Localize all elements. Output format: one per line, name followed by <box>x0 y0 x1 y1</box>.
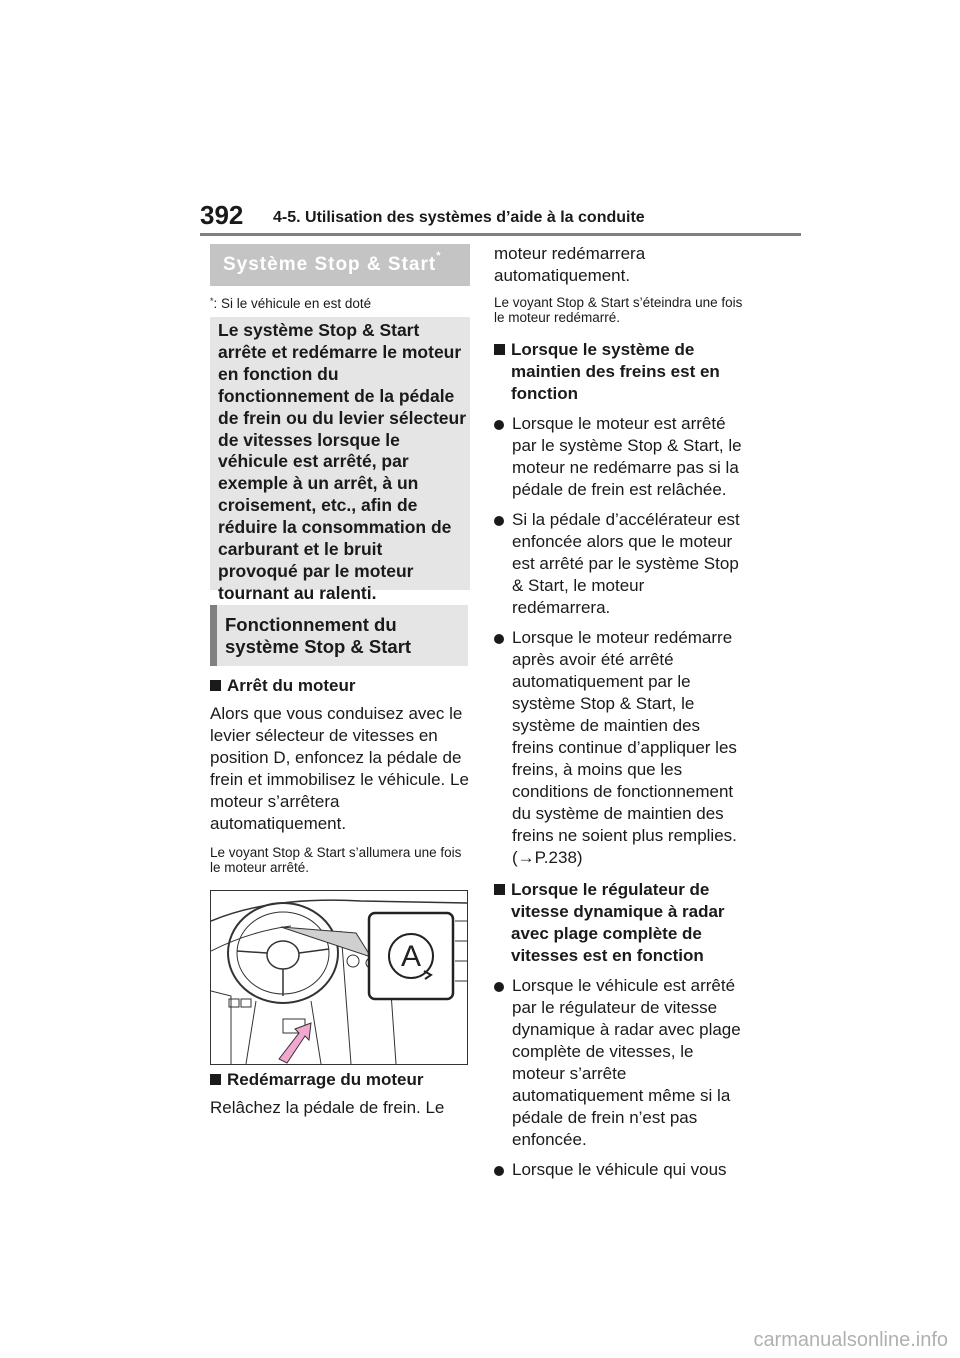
bullet-brake-hold-2: Si la pédale d’accélérateur est enfoncée alors que le moteur est arrêté par le système Stop & Start, le moteur redémarrera. <box>494 509 746 619</box>
asterisk: * <box>436 250 442 262</box>
page-number: 392 <box>200 200 244 230</box>
bullet-dot-icon <box>494 516 504 526</box>
bullet-dot-icon <box>494 982 504 992</box>
bullet-dot-icon <box>494 420 504 430</box>
left-column-text <box>210 675 470 875</box>
right-column-text <box>494 243 746 1181</box>
note-engine-stop: Le voyant Stop & Start s’allumera une fois le moteur arrêté. <box>210 845 462 875</box>
paragraph-engine-stop: Alors que vous conduisez avec le levier sélecteur de vitesses en position D, enfoncez la pédale de frein et immobilisez le véhicule. Le moteur s’arrêtera automatiquement. <box>210 704 469 833</box>
subsection-heading <box>210 605 468 666</box>
chapter-title: 4-5. Utilisation des systèmes d’aide à la conduite <box>273 209 645 226</box>
square-bullet-icon <box>210 1074 221 1085</box>
bullet-brake-hold-3: Lorsque le moteur redémarre après avoir été arrêté automatiquement par le système Stop & Start, le système de maintien des freins continue d’appliquer les freins, à moins que les conditions de fonctionnement du système de maintien des freins ne soient plus remplies. (→P.238) <box>494 627 746 869</box>
header-rule <box>200 233 801 236</box>
note-engine-restart: Le voyant Stop & Start s’éteindra une fois le moteur redémarré. <box>494 295 743 325</box>
footnote-asterisk: * <box>210 296 214 306</box>
subsection-title: Fonctionnement du système Stop & Start <box>225 614 412 657</box>
square-bullet-icon <box>210 680 221 691</box>
bullet-brake-hold-1: Lorsque le moteur est arrêté par le système Stop & Start, le moteur ne redémarre pas si la pédale de frein est relâchée. <box>494 413 746 501</box>
dashboard-drawing <box>211 891 467 1064</box>
paragraph-restart-continued: moteur redémarrera automatiquement. <box>494 244 646 285</box>
dashboard-illustration <box>210 890 468 1065</box>
watermark: carmanualsonline.info <box>753 1329 948 1351</box>
bullet-dot-icon <box>494 1166 504 1176</box>
figure-letter-a: A <box>400 940 422 973</box>
heading-radar-cruise: Lorsque le régulateur de vitesse dynamique à radar avec plage complète de vitesses est en fonction <box>494 879 746 967</box>
section-title: Système Stop & Start* <box>223 250 442 275</box>
heading-engine-restart: Redémarrage du moteur <box>210 1069 470 1091</box>
bullet-radar-2: Lorsque le véhicule qui vous <box>494 1159 746 1181</box>
bullet-dot-icon <box>494 634 504 644</box>
bullet-radar-1: Lorsque le véhicule est arrêté par le régulateur de vitesse dynamique à radar avec plage complète de vitesses, le moteur s’arrête automatiquement même si la pédale de frein n’est pas enfoncée. <box>494 975 746 1151</box>
section-banner <box>210 244 470 286</box>
heading-brake-hold: Lorsque le système de maintien des freins est en fonction <box>494 339 746 405</box>
intro-box <box>210 317 470 603</box>
intro-text: Le système Stop & Start arrête et redémarre le moteur en fonction du fonctionnement de la pédale de frein ou du levier sélecteur de vitesses lorsque le véhicule est arrêté, par exemple à un arrêt, à un croisement, etc., afin de réduire la consommation de carburant et le bruit provoqué par le moteur tournant au ralenti. <box>218 320 466 603</box>
paragraph-engine-restart: Relâchez la pédale de frein. Le <box>210 1098 445 1117</box>
left-column-text-bottom <box>210 1069 470 1119</box>
square-bullet-icon <box>494 884 505 895</box>
footnote: *: Si le véhicule en est doté <box>210 296 372 311</box>
heading-engine-stop: Arrêt du moteur <box>210 675 470 697</box>
square-bullet-icon <box>494 344 505 355</box>
